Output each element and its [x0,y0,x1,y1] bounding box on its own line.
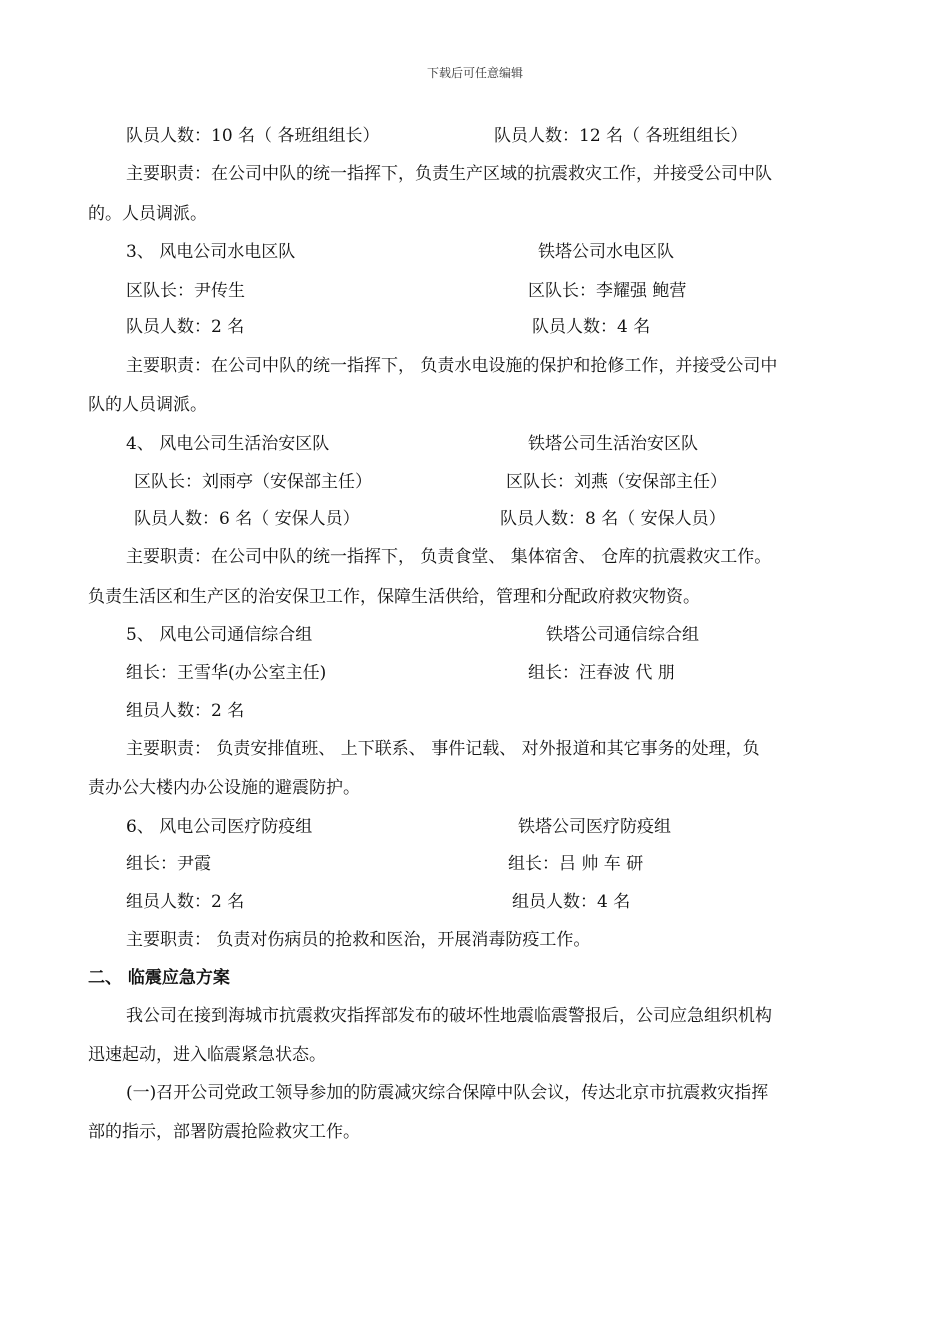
section-6-count-b: 组员人数：4 名 [512,892,631,912]
section-heading: 二、 临震应急方案 [88,968,230,988]
section-5-duty-cont: 责办公大楼内办公设施的避震防护。 [88,778,360,798]
section-4-title-b: 铁塔公司生活治安区队 [528,434,698,454]
section-3-title-a: 3、 风电公司水电区队 [126,242,296,262]
section-4-count-b: 队员人数：8 名（ 安保人员） [500,509,726,529]
duty-text: 主要职责：在公司中队的统一指挥下，负责生产区域的抗震救灾工作，并接受公司中队 [126,164,772,184]
section-4-title-a: 4、 风电公司生活治安区队 [126,434,330,454]
section-6-title-b: 铁塔公司医疗防疫组 [518,817,671,837]
section-5-leader-b: 组长：汪春波 代 朋 [528,663,675,683]
section-5-count: 组员人数：2 名 [126,701,245,721]
section-3-title-b: 铁塔公司水电区队 [538,242,674,262]
section-6-title-a: 6、 风电公司医疗防疫组 [126,817,313,837]
team-b-member-count: 队员人数：12 名（ 各班组组长） [494,126,748,146]
section-4-duty-cont: 负责生活区和生产区的治安保卫工作，保障生活供给，管理和分配政府救灾物资。 [88,587,700,607]
section-4-leader-a: 区队长：刘雨亭（安保部主任） [134,472,372,492]
duty-text-cont: 的。人员调派。 [88,204,207,224]
section-4-duty: 主要职责：在公司中队的统一指挥下， 负责食堂、 集体宿舍、 仓库的抗震救灾工作。 [126,547,772,567]
section-3-count-a: 队员人数：2 名 [126,317,245,337]
section-6-leader-b: 组长：吕 帅 车 研 [508,854,644,874]
section-5-leader-a: 组长：王雪华(办公室主任) [126,663,327,683]
section-6-leader-a: 组长：尹霞 [126,854,211,874]
section-6-count-a: 组员人数：2 名 [126,892,245,912]
section-3-count-b: 队员人数：4 名 [532,317,651,337]
plan-paragraph-1: 我公司在接到海城市抗震救灾指挥部发布的破坏性地震临震警报后，公司应急组织机构 [126,1006,772,1026]
section-3-duty-cont: 队的人员调派。 [88,395,207,415]
plan-paragraph-2-cont: 部的指示，部署防震抢险救灾工作。 [88,1122,360,1142]
section-4-count-a: 队员人数：6 名（ 安保人员） [134,509,360,529]
section-5-title-a: 5、 风电公司通信综合组 [126,625,313,645]
plan-paragraph-2: (一)召开公司党政工领导参加的防震减灾综合保障中队会议，传达北京市抗震救灾指挥 [126,1083,769,1103]
section-5-duty: 主要职责： 负责安排值班、 上下联系、 事件记载、 对外报道和其它事务的处理，负 [126,739,760,759]
section-3-leader-b: 区队长：李耀强 鲍营 [528,281,687,301]
team-a-member-count: 队员人数：10 名（ 各班组组长） [126,126,380,146]
section-3-duty: 主要职责：在公司中队的统一指挥下， 负责水电设施的保护和抢修工作，并接受公司中 [126,356,778,376]
page-header: 下载后可任意编辑 [426,66,523,80]
section-4-leader-b: 区队长：刘燕（安保部主任） [506,472,727,492]
section-6-duty: 主要职责： 负责对伤病员的抢救和医治，开展消毒防疫工作。 [126,930,591,950]
plan-paragraph-1-cont: 迅速起动，进入临震紧急状态。 [88,1045,326,1065]
section-3-leader-a: 区队长：尹传生 [126,281,245,301]
section-5-title-b: 铁塔公司通信综合组 [546,625,699,645]
